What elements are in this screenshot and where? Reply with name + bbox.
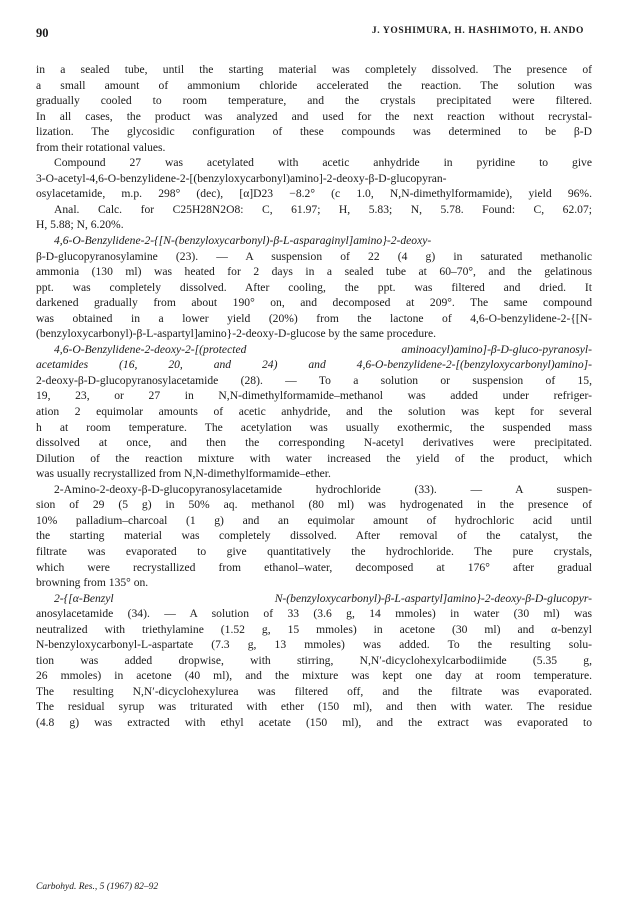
text-line: sion of 29 (5 g) in 50% aq. methanol (80 ml) was hydrogenated in the presence of (36, 498, 592, 512)
text-line: was obtained in a lower yield (20%) from the lactone of 4,6-O-benzylidene-2-{[N- (36, 311, 592, 325)
text-line: ppt. was completely dissolved. After cooling, the ppt. was filtered and dried. It (36, 280, 592, 294)
text-line: the starting material was completely dissolved. After removal of the catalyst, the (36, 529, 592, 543)
text-line: ammonia (130 ml) was heated for 2 days in a sealed tube at 60–70°, and the gelatinous (36, 265, 592, 279)
text-line: h at room temperature. The acetylation was usually exothermic, the suspended mass (36, 420, 592, 434)
section-heading-line: 2-Amino-2-deoxy-β-D-glucopyranosylacetamide hydrochloride (33). — A suspen- (54, 482, 592, 496)
text-line: which were recrystallized from ethanol–water, decomposed at 176° after gradual (36, 560, 592, 574)
text-line: 19, 23, or 27 in N,N-dimethylformamide–methanol was added under refriger- (36, 389, 592, 403)
text-line: from their rotational values. (36, 140, 166, 154)
running-head (36, 26, 584, 42)
text-line: (benzyloxycarbonyl)-β-L-aspartyl]amino}-2-deoxy-D-glucose by the same procedure. (36, 327, 437, 341)
text-line: darkened gradually from about 190° on, and decomposed at 209°. The same compound (36, 296, 592, 310)
text-line: The residual syrup was triturated with ether (150 ml), and then with water. The residue (36, 700, 592, 714)
section-heading-line: 4,6-O-Benzylidene-2-deoxy-2-[(protected aminoacyl)amino]-β-D-gluco-pyranosyl- (54, 342, 592, 356)
text-line: In all cases, the product was analyzed and used for the next reaction without recrystal- (36, 109, 592, 123)
text-line: tion was added dropwise, with stirring, N,N′-dicyclohexylcarbodiimide (5.35 g, (36, 653, 592, 667)
text-line: neutralized with triethylamine (1.52 g, 15 mmoles) in acetone (30 ml) and α-benzyl (36, 622, 592, 636)
text-line: Dilution of the reaction mixture with water increased the yield of the product, which (36, 451, 592, 465)
text-line: in a sealed tube, until the starting material was completely dissolved. The presence of (36, 63, 592, 76)
text-line: H, 5.88; N, 6.20%. (36, 218, 124, 232)
text-line: a small amount of ammonium chloride accelerated the reaction. The solution was (36, 78, 592, 92)
text-line: dissolved at once, and then the corresponding N-acetyl derivatives were precipitated. (36, 436, 592, 450)
text-line: 2-deoxy-β-D-glucopyranosylacetamide (28). — To a solution or suspension of 15, (36, 373, 592, 387)
text-line: 3-O-acetyl-4,6-O-benzylidene-2-[(benzyloxycarbonyl)amino]-2-deoxy-β-D-glucopyran- (36, 171, 447, 185)
text-line: 26 mmoles) in acetone (40 ml), and the mixture was kept one day at room temperature. (36, 669, 592, 683)
text-line: was usually recrystallized from N,N-dimethylformamide–ether. (36, 467, 331, 481)
text-line: β-D-glucopyranosylamine (23). — A suspension of 22 (4 g) in saturated methanolic (36, 249, 592, 263)
text-line: ation 2 equimolar amounts of acetic anhydride, and the solution was kept for several (36, 405, 592, 419)
text-line: (4.8 g) was extracted with ethyl acetate (150 ml), and the extract was evaporated to (36, 715, 592, 729)
text-line: osylacetamide, m.p. 298° (dec), [α]D23 −8.2° (c 1.0, N,N-dimethylformamide), yield 96%. (36, 187, 592, 201)
section-heading-line: acetamides (16, 20, and 24) and 4,6-O-benzylidene-2-[(benzyloxycarbonyl)amino]- (36, 358, 592, 372)
running-head-authors: J. YOSHIMURA, H. HASHIMOTO, H. ANDO (371, 26, 584, 36)
section-heading-line: 4,6-O-Benzylidene-2-{[N-(benzyloxycarbonyl)-β-L-asparaginyl]amino}-2-deoxy- (54, 234, 432, 248)
text-line: gradually cooled to room temperature, and the crystals precipitated were filtered. (36, 94, 592, 108)
journal-footer: Carbohyd. Res., 5 (1967) 82–92 (36, 882, 159, 892)
text-line: anosylacetamide (34). — A solution of 33 (3.6 g, 14 mmoles) in water (30 ml) was (36, 607, 592, 621)
section-heading-line: 2-{[α-Benzyl N-(benzyloxycarbonyl)-β-L-aspartyl]amino}-2-deoxy-β-D-glucopyr- (54, 591, 592, 605)
text-line: filtrate was evaporated to give quantitatively the hydrochloride. The pure crystals, (36, 544, 592, 558)
text-line: N-benzyloxycarbonyl-L-aspartate (7.3 g, 13 mmoles) was added. To the resulting solu- (36, 638, 592, 652)
text-line: The resulting N,N′-dicyclohexylurea was filtered off, and the filtrate was evaporated. (36, 684, 592, 698)
text-line: 10% palladium–charcoal (1 g) and an equimolar amount of hydrochloric acid until (36, 513, 592, 527)
text-line: lization. The glycosidic configuration of these compounds was determined to be β-D (36, 125, 592, 139)
text-line: Anal. Calc. for C25H28N2O8: C, 61.97; H, 5.83; N, 5.78. Found: C, 62.07; (54, 202, 592, 216)
text-line: Compound 27 was acetylated with acetic anhydride in pyridine to give (54, 156, 592, 170)
body-text (36, 62, 592, 731)
text-line: browning from 135° on. (36, 576, 149, 590)
page-number: 90 (36, 26, 49, 40)
